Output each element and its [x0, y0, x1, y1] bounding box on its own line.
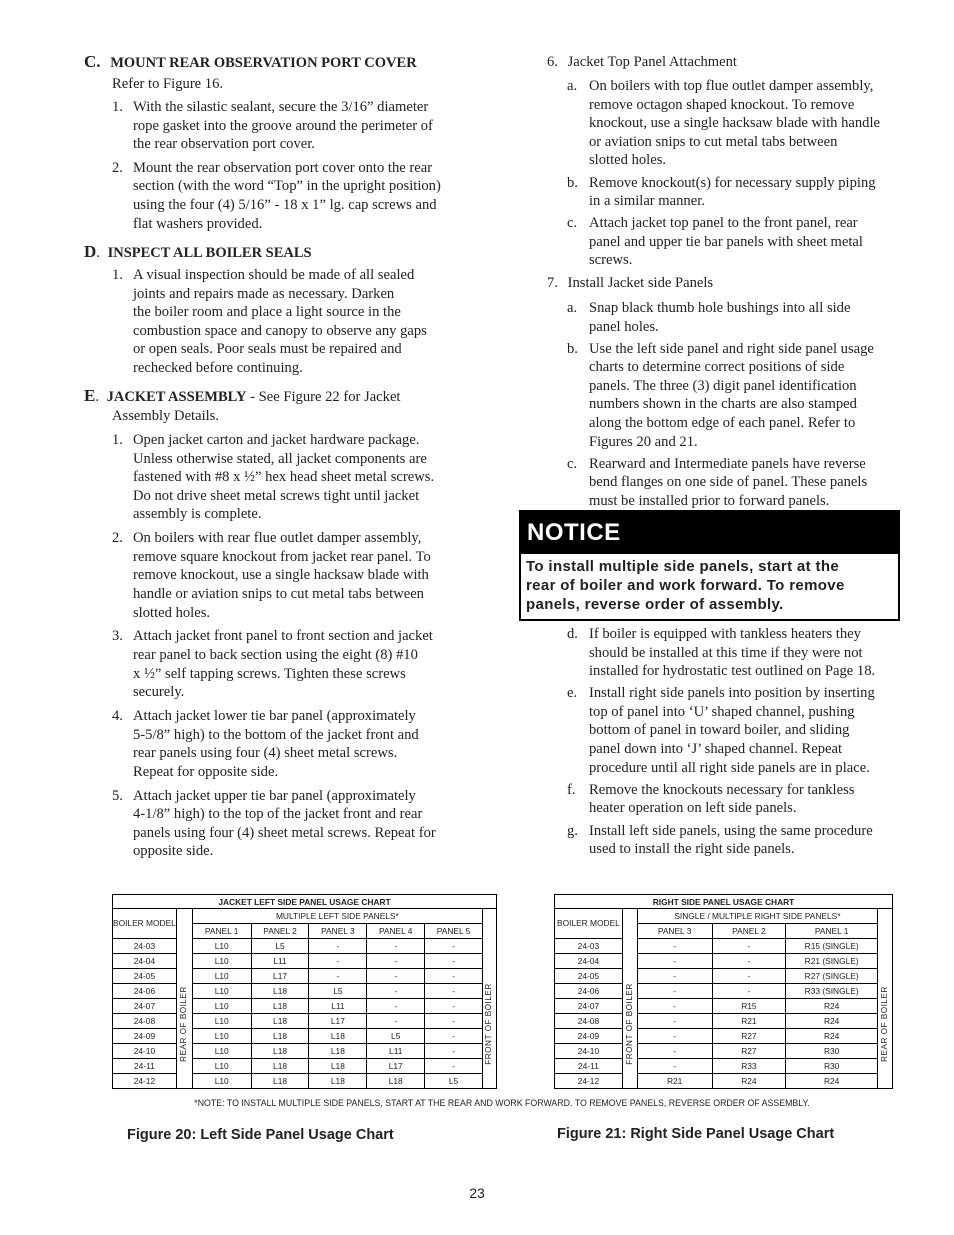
list-item-number: a. — [567, 300, 578, 316]
left-panel-cell: - — [425, 954, 483, 969]
notice-box — [519, 510, 900, 621]
left-chart-model-header: BOILER MODEL — [113, 909, 177, 939]
list-item-number: b. — [567, 340, 578, 357]
right-col-header: PANEL 3 — [637, 924, 712, 939]
list-item-line: the boiler room and place a light source in the — [133, 304, 401, 321]
left-col-header: PANEL 2 — [251, 924, 309, 939]
list-item-line: Install left side panels, using the same procedure — [589, 822, 873, 839]
right-panel-cell: R30 — [786, 1044, 878, 1059]
list-item-number: e. — [567, 685, 578, 702]
table-row — [555, 1074, 893, 1089]
list-item-line: On boilers with rear flue outlet damper assembly, — [133, 530, 422, 547]
list-item-number: g. — [567, 822, 578, 839]
table-row — [555, 969, 893, 984]
list-item-line: Do not drive sheet metal screws tight until jacket — [133, 487, 420, 504]
table-row — [555, 1059, 893, 1074]
right-panel-cell: R27 (SINGLE) — [786, 969, 878, 984]
left-col-header: PANEL 1 — [192, 924, 251, 939]
left-panel-cell: L18 — [251, 984, 309, 999]
list-item-line: bottom of panel in toward boiler, and sliding — [589, 722, 850, 739]
list-item-number: 2. — [112, 530, 123, 547]
step-6 — [547, 53, 737, 72]
left-panel-cell: - — [425, 999, 483, 1014]
step-6-num: 6. — [547, 54, 558, 70]
left-panel-cell: L10 — [192, 969, 251, 984]
left-panel-cell: L18 — [309, 1029, 367, 1044]
list-item-line: remove octagon shaped knockout. To remove — [589, 96, 855, 113]
right-chart-front-label — [622, 909, 637, 1089]
right-panel-cell: R27 — [712, 1044, 786, 1059]
front-of-boiler-label: FRONT OF BOILER — [624, 982, 634, 1065]
left-panel-cell: L17 — [251, 969, 309, 984]
list-item-line: Attach jacket upper tie bar panel (approximately — [133, 787, 416, 804]
list-item-line: bend flanges on one side of panel. These panels — [589, 474, 868, 491]
left-panel-cell: L11 — [367, 1044, 425, 1059]
right-model-cell: 24-09 — [555, 1029, 623, 1044]
section-e-title-rest: - See Figure 22 for Jacket — [246, 389, 401, 405]
list-item-line: With the silastic sealant, secure the 3/16” diameter — [133, 99, 429, 115]
list-item-line: used to install the right side panels. — [589, 841, 795, 858]
notice-line: rear of boiler and work forward. To remove — [526, 577, 845, 594]
right-side-panel-chart — [554, 894, 893, 1089]
left-panel-cell: L17 — [367, 1059, 425, 1074]
table-row — [555, 999, 893, 1014]
left-panel-cell: L18 — [309, 1059, 367, 1074]
left-panel-cell: L10 — [192, 1029, 251, 1044]
right-panel-cell: - — [637, 1029, 712, 1044]
list-item-line: panels using four (4) sheet metal screws. Repeat for — [133, 824, 436, 841]
list-item-number: 1. — [112, 99, 123, 115]
left-model-cell: 24-04 — [113, 954, 177, 969]
list-item-line: joints and repairs made as necessary. Darken — [133, 285, 395, 302]
right-panel-cell: R24 — [786, 999, 878, 1014]
list-item-line: or aviation snips to cut metal tabs between — [589, 133, 838, 150]
notice-text — [526, 557, 894, 614]
list-item-line: assembly is complete. — [133, 506, 262, 523]
left-panel-cell: - — [425, 1029, 483, 1044]
list-item-line: should be installed at this time if they were not — [589, 644, 863, 661]
list-item-line: in a similar manner. — [589, 193, 705, 210]
front-of-boiler-label: FRONT OF BOILER — [484, 982, 494, 1065]
left-panel-cell: L10 — [192, 1044, 251, 1059]
right-panel-cell: - — [637, 1014, 712, 1029]
right-model-cell: 24-11 — [555, 1059, 623, 1074]
list-item-line: A visual inspection should be made of all sealed — [133, 267, 415, 283]
left-panel-cell: L10 — [192, 954, 251, 969]
list-item-number: c. — [567, 215, 578, 232]
left-panel-cell: L18 — [251, 1074, 309, 1089]
right-panel-cell: R24 — [712, 1074, 786, 1089]
right-model-cell: 24-03 — [555, 939, 623, 954]
list-item-number: a. — [567, 78, 578, 94]
table-row — [555, 939, 893, 954]
list-item-number: c. — [567, 455, 578, 472]
section-e-title: JACKET ASSEMBLY — [106, 389, 247, 405]
list-item-line: remove square knockout from jacket rear panel. To — [133, 548, 431, 565]
left-chart-front-label — [482, 909, 496, 1089]
list-item-line: Repeat for opposite side. — [133, 763, 279, 780]
right-model-cell: 24-07 — [555, 999, 623, 1014]
right-panel-cell: R24 — [786, 1014, 878, 1029]
step-7 — [547, 274, 713, 293]
section-e-line2: Assembly Details. — [112, 408, 220, 424]
table-row — [555, 1029, 893, 1044]
right-panel-cell: - — [637, 1044, 712, 1059]
list-item-number: 1. — [112, 432, 123, 448]
left-chart-group-header: MULTIPLE LEFT SIDE PANELS* — [192, 909, 482, 924]
right-chart-title: RIGHT SIDE PANEL USAGE CHART — [555, 895, 893, 909]
list-item-line: or open seals. Poor seals must be repaired and — [133, 341, 402, 358]
list-item-line: Attach jacket top panel to the front panel, rear — [589, 215, 858, 232]
page-number: 23 — [469, 1185, 485, 1201]
list-item-line: If boiler is equipped with tankless heaters they — [589, 626, 861, 642]
list-item-line: panel and upper tie bar panels with sheet metal — [589, 233, 863, 250]
left-col-header: PANEL 4 — [367, 924, 425, 939]
list-item-line: Install right side panels into position by inserting — [589, 685, 875, 702]
list-item-number: f. — [567, 781, 576, 798]
list-item-line: 4-1/8” high) to the top of the jacket front and rear — [133, 806, 423, 823]
table-row — [555, 984, 893, 999]
left-panel-cell: - — [425, 1059, 483, 1074]
right-panel-cell: - — [637, 1059, 712, 1074]
list-item-line: securely. — [133, 684, 185, 701]
list-item-line: panels. The three (3) digit panel identification — [589, 377, 857, 394]
left-panel-cell: L10 — [192, 1074, 251, 1089]
list-item-line: using the four (4) 5/16” - 18 x 1” lg. cap screws and — [133, 196, 437, 213]
right-panel-cell: R21 — [712, 1014, 786, 1029]
left-panel-cell: L18 — [251, 1059, 309, 1074]
list-item-line: rechecked before continuing. — [133, 360, 303, 376]
left-panel-cell: L10 — [192, 984, 251, 999]
right-model-cell: 24-06 — [555, 984, 623, 999]
list-item-line: flat washers provided. — [133, 215, 263, 232]
right-model-cell: 24-04 — [555, 954, 623, 969]
right-panel-cell: R21 (SINGLE) — [786, 954, 878, 969]
right-panel-cell: R33 (SINGLE) — [786, 984, 878, 999]
list-item-line: Unless otherwise stated, all jacket components are — [133, 450, 427, 467]
section-d-letter: D — [84, 242, 97, 261]
left-panel-cell: L10 — [192, 1059, 251, 1074]
left-panel-cell: L5 — [309, 984, 367, 999]
section-e-dot: . — [95, 389, 99, 405]
right-model-cell: 24-08 — [555, 1014, 623, 1029]
section-d-dot: . — [96, 245, 100, 261]
list-item-line: heater operation on left side panels. — [589, 800, 797, 817]
step-6-text: Jacket Top Panel Attachment — [567, 54, 737, 70]
rear-of-boiler-label: REAR OF BOILER — [179, 985, 189, 1062]
list-item-line: Open jacket carton and jacket hardware package. — [133, 432, 420, 448]
right-panel-cell: - — [637, 999, 712, 1014]
list-item-line: Rearward and Intermediate panels have reverse — [589, 455, 866, 472]
figure-21-caption: Figure 21: Right Side Panel Usage Chart — [557, 1126, 835, 1142]
left-model-cell: 24-07 — [113, 999, 177, 1014]
table-row — [555, 1014, 893, 1029]
list-item-line: must be installed prior to forward panels. — [589, 492, 830, 509]
right-panel-cell: - — [637, 969, 712, 984]
figure-20-caption: Figure 20: Left Side Panel Usage Chart — [127, 1127, 394, 1143]
list-item-line: charts to determine correct positions of side — [589, 359, 845, 376]
list-item-line: Mount the rear observation port cover onto the rear — [133, 159, 433, 176]
section-d-title: INSPECT ALL BOILER SEALS — [107, 245, 312, 261]
left-panel-cell: - — [367, 969, 425, 984]
left-panel-cell: - — [367, 984, 425, 999]
left-panel-cell: L18 — [251, 999, 309, 1014]
left-panel-cell: L10 — [192, 939, 251, 954]
section-d-heading — [84, 243, 312, 263]
right-col-header: PANEL 1 — [786, 924, 878, 939]
list-item-line: Figures 20 and 21. — [589, 433, 698, 450]
right-model-cell: 24-12 — [555, 1074, 623, 1089]
list-item-line: numbers shown in the charts are also stamped — [589, 396, 857, 413]
left-panel-cell: - — [367, 954, 425, 969]
list-item-line: slotted holes. — [589, 152, 667, 169]
right-panel-cell: R24 — [786, 1029, 878, 1044]
right-panel-cell: - — [712, 969, 786, 984]
left-chart-rear-label — [176, 909, 192, 1089]
section-c-intro: Refer to Figure 16. — [112, 76, 224, 92]
left-model-cell: 24-12 — [113, 1074, 177, 1089]
notice-line: panels, reverse order of assembly. — [526, 596, 784, 613]
list-item-line: panel down into ‘J’ shaped channel. Repeat — [589, 741, 843, 758]
table-row — [555, 1044, 893, 1059]
section-e-letter: E — [84, 386, 96, 405]
right-panel-cell: R33 — [712, 1059, 786, 1074]
list-item-number: b. — [567, 174, 578, 191]
list-item-line: the rear observation port cover. — [133, 136, 315, 153]
table-row — [113, 939, 497, 954]
left-side-panel-chart — [112, 894, 497, 1089]
notice-heading: NOTICE — [521, 512, 898, 554]
left-panel-cell: L5 — [425, 1074, 483, 1089]
right-model-cell: 24-10 — [555, 1044, 623, 1059]
list-item-line: handle or aviation snips to cut metal tabs between — [133, 585, 424, 602]
right-chart-rear-label — [878, 909, 893, 1089]
right-panel-cell: R24 — [786, 1074, 878, 1089]
list-item-number: 4. — [112, 708, 123, 724]
list-item-line: panel holes. — [589, 318, 659, 335]
right-panel-cell: R15 — [712, 999, 786, 1014]
left-model-cell: 24-05 — [113, 969, 177, 984]
section-c-heading — [84, 53, 417, 73]
right-panel-cell: R30 — [786, 1059, 878, 1074]
left-panel-cell: L10 — [192, 999, 251, 1014]
left-panel-cell: - — [367, 999, 425, 1014]
list-item-line: Snap black thumb hole bushings into all side — [589, 300, 851, 316]
right-col-header: PANEL 2 — [712, 924, 786, 939]
right-panel-cell: - — [637, 939, 712, 954]
list-item-number: 3. — [112, 628, 123, 645]
left-panel-cell: L18 — [251, 1044, 309, 1059]
left-panel-cell: - — [425, 1014, 483, 1029]
left-panel-cell: L17 — [309, 1014, 367, 1029]
table-row — [113, 954, 497, 969]
left-model-cell: 24-09 — [113, 1029, 177, 1044]
list-item-number: 5. — [112, 787, 123, 804]
list-item-number: 2. — [112, 159, 123, 176]
list-item-line: procedure until all right side panels are in place. — [589, 759, 870, 776]
right-model-cell: 24-05 — [555, 969, 623, 984]
left-panel-cell: L11 — [309, 999, 367, 1014]
right-panel-cell: R21 — [637, 1074, 712, 1089]
list-item-line: opposite side. — [133, 843, 214, 860]
right-panel-cell: - — [712, 954, 786, 969]
left-panel-cell: L5 — [367, 1029, 425, 1044]
right-chart-group-header: SINGLE / MULTIPLE RIGHT SIDE PANELS* — [637, 909, 877, 924]
table-row — [113, 1029, 497, 1044]
left-panel-cell: L11 — [251, 954, 309, 969]
left-panel-cell: - — [367, 939, 425, 954]
left-chart-title: JACKET LEFT SIDE PANEL USAGE CHART — [113, 895, 497, 909]
left-panel-cell: L10 — [192, 1014, 251, 1029]
left-panel-cell: - — [425, 969, 483, 984]
left-model-cell: 24-11 — [113, 1059, 177, 1074]
left-model-cell: 24-06 — [113, 984, 177, 999]
list-item-line: rope gasket into the groove around the perimeter of — [133, 117, 433, 134]
section-c-letter: C. — [84, 52, 101, 71]
list-item-line: Remove knockout(s) for necessary supply piping — [589, 174, 876, 191]
list-item-line: Remove the knockouts necessary for tankless — [589, 781, 855, 798]
list-item-number: d. — [567, 626, 578, 642]
table-row — [113, 1044, 497, 1059]
list-item-line: Attach jacket front panel to front section and jacket — [133, 628, 433, 645]
rear-of-boiler-label: REAR OF BOILER — [880, 985, 890, 1062]
right-panel-cell: - — [637, 984, 712, 999]
table-row — [113, 984, 497, 999]
left-model-cell: 24-10 — [113, 1044, 177, 1059]
left-panel-cell: L18 — [251, 1014, 309, 1029]
list-item-line: slotted holes. — [133, 604, 211, 621]
list-item-line: along the bottom edge of each panel. Refer to — [589, 415, 856, 432]
right-panel-cell: R15 (SINGLE) — [786, 939, 878, 954]
list-item-line: knockout, use a single hacksaw blade with handle — [589, 115, 880, 132]
left-panel-cell: - — [309, 939, 367, 954]
left-panel-cell: - — [309, 954, 367, 969]
list-item-line: installed for hydrostatic test outlined on Page 18. — [589, 663, 876, 680]
list-item-line: 5-5/8” high) to the bottom of the jacket front and — [133, 726, 419, 743]
left-col-header: PANEL 5 — [425, 924, 483, 939]
table-row — [113, 1074, 497, 1089]
step-7-text: Install Jacket side Panels — [567, 275, 714, 291]
list-item-line: fastened with #8 x ½” hex head sheet metal screws. — [133, 469, 435, 486]
table-row — [113, 999, 497, 1014]
table-row — [113, 1059, 497, 1074]
table-row — [113, 1014, 497, 1029]
right-chart-model-header: BOILER MODEL — [555, 909, 623, 939]
list-item-line: rear panels using four (4) sheet metal screws. — [133, 745, 398, 762]
left-model-cell: 24-08 — [113, 1014, 177, 1029]
list-item-line: top of panel into ‘U’ shaped channel, pushing — [589, 703, 855, 720]
section-e-heading — [84, 387, 400, 407]
left-panel-cell: L18 — [309, 1044, 367, 1059]
left-panel-cell: L5 — [251, 939, 309, 954]
left-panel-cell: - — [309, 969, 367, 984]
chart-footnote: *NOTE: TO INSTALL MULTIPLE SIDE PANELS, START AT THE REAR AND WORK FORWARD. TO REMOVE PANELS, REVERSE ORDER OF ASSEMBLY. — [194, 1098, 810, 1108]
list-item-line: Use the left side panel and right side panel usage — [589, 340, 874, 357]
right-panel-cell: - — [637, 954, 712, 969]
list-item-line: x ½” self tapping screws. Tighten these screws — [133, 665, 406, 682]
left-panel-cell: - — [425, 1044, 483, 1059]
left-panel-cell: L18 — [251, 1029, 309, 1044]
list-item-number: 1. — [112, 267, 123, 283]
left-panel-cell: L18 — [367, 1074, 425, 1089]
right-panel-cell: - — [712, 939, 786, 954]
left-panel-cell: - — [425, 939, 483, 954]
table-row — [555, 954, 893, 969]
left-panel-cell: - — [425, 984, 483, 999]
list-item-line: rear panel to back section using the eight (8) #10 — [133, 646, 418, 663]
left-panel-cell: L18 — [309, 1074, 367, 1089]
section-c-title: MOUNT REAR OBSERVATION PORT COVER — [110, 55, 417, 71]
left-panel-cell: - — [367, 1014, 425, 1029]
left-model-cell: 24-03 — [113, 939, 177, 954]
list-item-line: section (with the word “Top” in the upright position) — [133, 178, 441, 195]
step-7-num: 7. — [547, 275, 558, 291]
list-item-line: remove knockout, use a single hacksaw blade with — [133, 567, 429, 584]
list-item-line: combustion space and canopy to observe any gaps — [133, 322, 427, 339]
notice-line: To install multiple side panels, start at the — [526, 558, 840, 575]
list-item-line: On boilers with top flue outlet damper assembly, — [589, 78, 874, 94]
right-panel-cell: R27 — [712, 1029, 786, 1044]
right-panel-cell: - — [712, 984, 786, 999]
list-item-line: screws. — [589, 252, 633, 269]
table-row — [113, 969, 497, 984]
list-item-line: Attach jacket lower tie bar panel (approximately — [133, 708, 416, 724]
left-col-header: PANEL 3 — [309, 924, 367, 939]
